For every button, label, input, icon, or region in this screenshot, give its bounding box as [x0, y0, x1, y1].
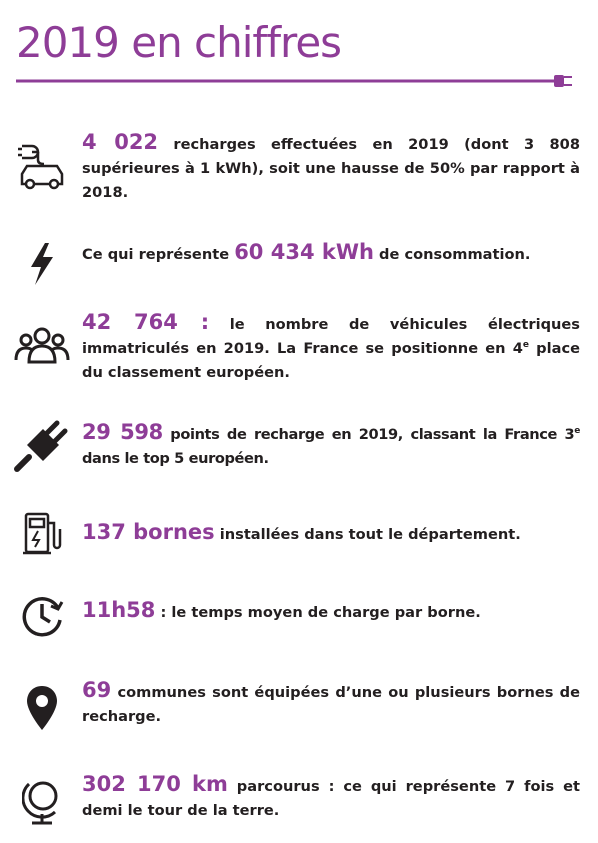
stat-text: [82, 772, 580, 823]
stat-text: [82, 598, 580, 625]
clock-icon: [12, 586, 72, 646]
lightning-icon: [12, 234, 72, 294]
plug-icon: [12, 416, 72, 476]
stat-text: [82, 678, 580, 729]
stat-prefix: Ce qui représente: [82, 246, 235, 263]
stat-text: [82, 420, 580, 471]
stat-description-end: place du classement européen.: [82, 340, 580, 381]
stat-description: installées dans tout le département.: [214, 526, 521, 543]
stat-highlight: 11h58: [82, 598, 156, 622]
stat-text: [82, 240, 580, 267]
title-underline-plug-icon: [16, 66, 576, 96]
stat-superscript: e: [574, 426, 580, 437]
stat-description: de consommation.: [373, 246, 531, 263]
page-title: 2019 en chiffres: [16, 18, 342, 67]
stat-description: recharges effectuées en 2019 (dont 3 808 supérieures à 1 kWh), soit une hausse de 50% par rapport à 2018.: [82, 136, 580, 201]
people-group-icon: [12, 316, 72, 376]
stat-description: : le temps moyen de charge par borne.: [155, 604, 481, 621]
map-pin-icon: [12, 678, 72, 738]
stat-description: parcourus : ce qui représente 7 fois et demi le tour de la terre.: [82, 778, 580, 819]
charging-station-icon: [12, 504, 72, 564]
stat-highlight: 60 434 kWh: [234, 240, 374, 264]
stat-highlight: 137 bornes: [82, 520, 215, 544]
stat-highlight: 69: [82, 678, 112, 702]
electric-car-icon: [12, 138, 72, 198]
stat-description: communes sont équipées d’une ou plusieurs bornes de recharge.: [82, 684, 580, 725]
stat-highlight: 42 764 :: [82, 310, 210, 334]
stat-highlight: 29 598: [82, 420, 163, 444]
stat-text: [82, 310, 580, 385]
stat-highlight: 4 022: [82, 130, 159, 154]
globe-icon: [12, 772, 72, 832]
stat-highlight: 302 170 km: [82, 772, 228, 796]
stat-description: le nombre de véhicules électriques immatriculés en 2019. La France se positionne en 4: [82, 316, 580, 357]
stat-text: [82, 520, 580, 547]
stat-description-end: dans le top 5 européen.: [82, 450, 269, 467]
stat-superscript: e: [522, 340, 529, 351]
stat-text: [82, 130, 580, 205]
stat-description: points de recharge en 2019, classant la France 3: [162, 426, 575, 443]
